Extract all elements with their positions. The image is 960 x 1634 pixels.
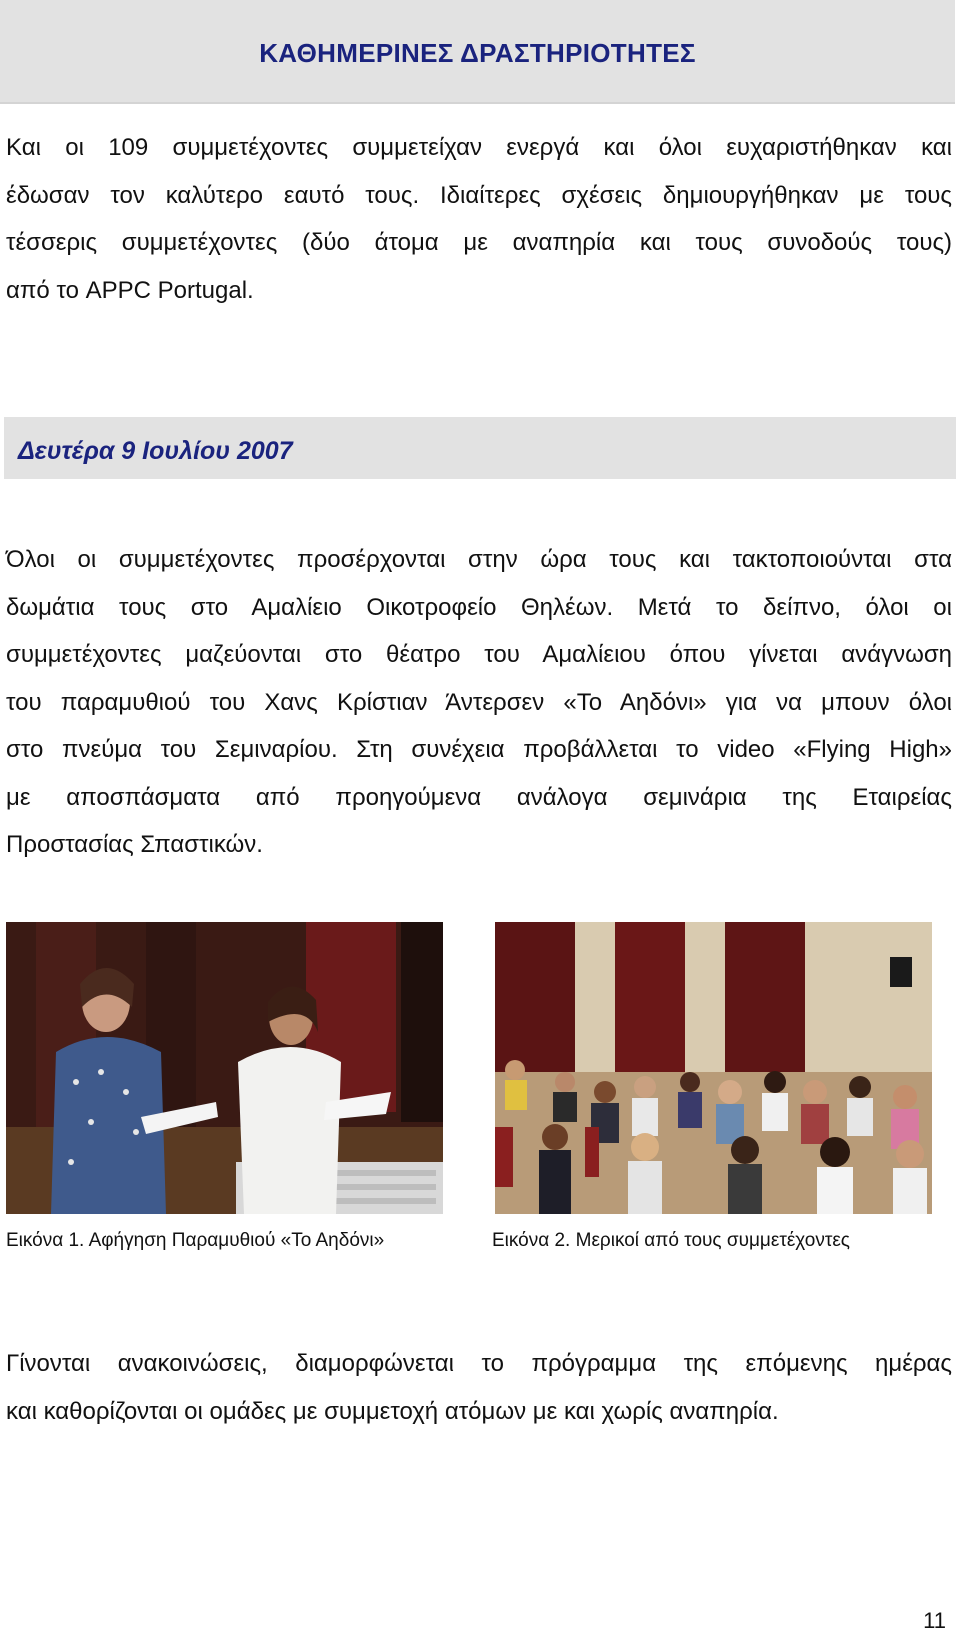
- section-date-band: [4, 417, 956, 479]
- figure-caption-1: Εικόνα 1. Αφήγηση Παραμυθιού «Το Αηδόνι»: [6, 1230, 385, 1251]
- text-line: Προστασίας Σπαστικών.: [6, 831, 263, 858]
- figure-caption-2: Εικόνα 2. Μερικοί από τους συμμετέχοντες: [492, 1230, 850, 1251]
- text-line: Όλοι οι συμμετέχοντες προσέρχονται στην ώρα τους και τακτοποιούνται στα: [6, 546, 952, 573]
- photo-storytelling-image: [6, 922, 443, 1214]
- text-line: συμμετέχοντες μαζεύονται στο θέατρο του Αμαλίειου όπου γίνεται ανάγνωση: [6, 641, 952, 668]
- page-title: ΚΑΘΗΜΕΡΙΝΕΣ ΔΡΑΣΤΗΡΙΟΤΗΤΕΣ: [259, 38, 696, 68]
- text-line: του παραμυθιού του Χανς Κρίστιαν Άντερσεν «Το Αηδόνι» για να μπουν όλοι: [6, 688, 952, 716]
- text-line: Και οι 109 συμμετέχοντες συμμετείχαν ενεργά και όλοι ευχαριστήθηκαν και: [6, 134, 952, 161]
- photo-storytelling: [6, 922, 443, 1214]
- photo-audience: [495, 922, 932, 1214]
- section-date-title: Δευτέρα 9 Ιουλίου 2007: [18, 437, 293, 465]
- text-line: από το APPC Portugal.: [6, 276, 254, 304]
- text-line: τέσσερις συμμετέχοντες (δύο άτομα με αναπηρία και τους συνοδούς τους): [6, 229, 952, 256]
- text-line: με αποσπάσματα από προηγούμενα ανάλογα σεμινάρια της Εταιρείας: [6, 783, 952, 811]
- body-paragraph: [6, 536, 952, 869]
- text-line: δωμάτια τους στο Αμαλίειο Οικοτροφείο Θηλέων. Μετά το δείπνο, όλοι οι: [6, 593, 952, 621]
- text-line: στο πνεύμα του Σεμιναρίου. Στη συνέχεια προβάλλεται το video «Flying High»: [6, 736, 952, 763]
- intro-paragraph: [6, 124, 952, 314]
- closing-paragraph: [6, 1340, 952, 1435]
- text-line: έδωσαν τον καλύτερο εαυτό τους. Ιδιαίτερες σχέσεις δημιουργήθηκαν με τους: [6, 181, 952, 209]
- text-line: και καθορίζονται οι ομάδες με συμμετοχή ατόμων με και χωρίς αναπηρία.: [6, 1397, 779, 1425]
- page-number: 11: [923, 1608, 946, 1633]
- page-header-band: [0, 0, 955, 104]
- text-line: Γίνονται ανακοινώσεις, διαμορφώνεται το πρόγραμμα της επόμενης ημέρας: [6, 1350, 952, 1377]
- photo-audience-image: [495, 922, 932, 1214]
